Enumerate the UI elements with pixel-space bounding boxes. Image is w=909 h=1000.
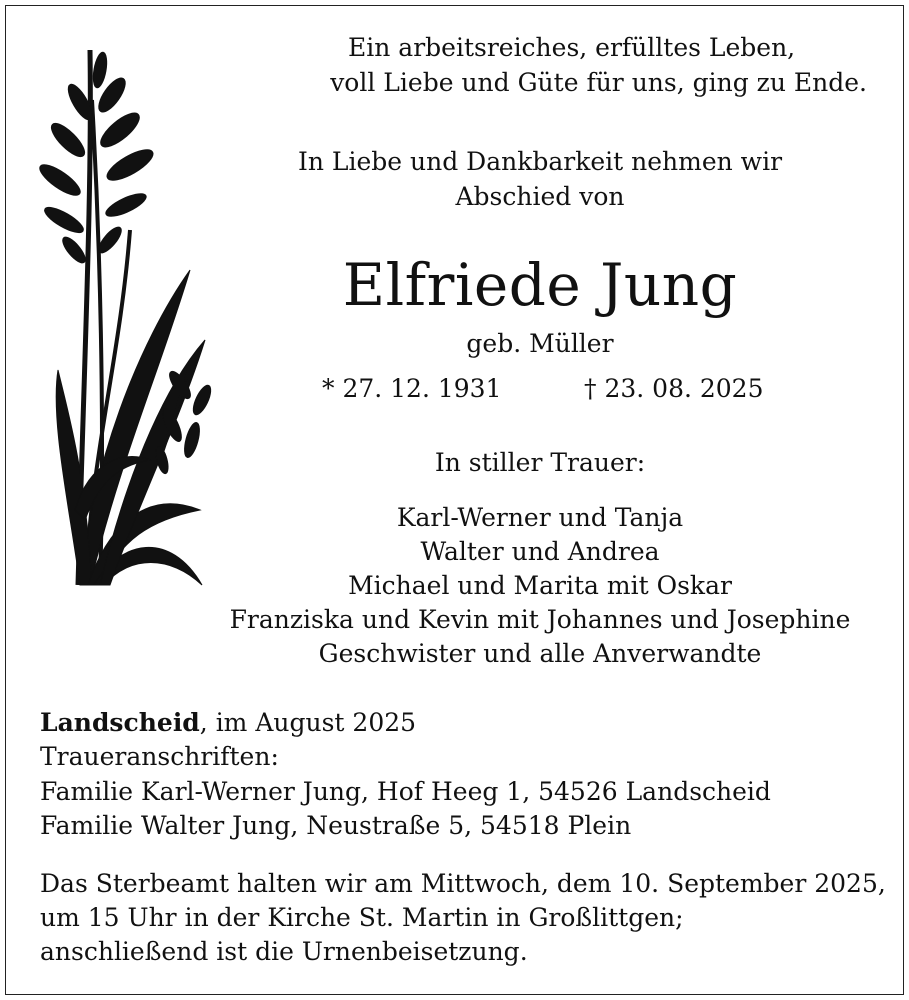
death-date-line (584, 372, 764, 406)
intro-line-2: Abschied von (455, 182, 625, 211)
epigraph-line-2: voll Liebe und Güte für uns, ging zu Ende. (330, 68, 867, 97)
cross-icon: † (584, 374, 597, 403)
mourner-line: Franziska und Kevin mit Johannes und Josephine (229, 605, 851, 634)
service-line: anschließend ist die Urnenbeisetzung. (40, 937, 528, 966)
mourner-line: Walter und Andrea (420, 537, 660, 566)
service-line: um 15 Uhr in der Kirche St. Martin in Großlittgen; (40, 903, 684, 932)
mourner-line: Geschwister und alle Anverwandte (318, 639, 762, 668)
address-line: Familie Walter Jung, Neustraße 5, 54518 Plein (40, 811, 632, 840)
mourner-line: Michael und Marita mit Oskar (348, 571, 732, 600)
mourner-line: Karl-Werner und Tanja (396, 503, 684, 532)
maiden-name: geb. Müller (466, 329, 614, 358)
epigraph-line-1: Ein arbeitsreiches, erfülltes Leben, (348, 33, 796, 62)
service-line: Das Sterbeamt halten wir am Mittwoch, dem 10. September 2025, (40, 869, 886, 898)
birth-date: * 27. 12. 1931 (322, 374, 502, 403)
deceased-name: Elfriede Jung (342, 251, 738, 319)
mourners-heading: In stiller Trauer: (434, 448, 646, 477)
address-line: Familie Karl-Werner Jung, Hof Heeg 1, 54526 Landscheid (40, 777, 771, 806)
notice-date: , im August 2025 (199, 708, 417, 737)
death-date: 23. 08. 2025 (604, 374, 764, 403)
place-name: Landscheid (40, 708, 200, 737)
place-date-line (40, 706, 416, 740)
addresses-label: Traueranschriften: (40, 742, 279, 771)
intro-line-1: In Liebe und Dankbarkeit nehmen wir (297, 147, 783, 176)
